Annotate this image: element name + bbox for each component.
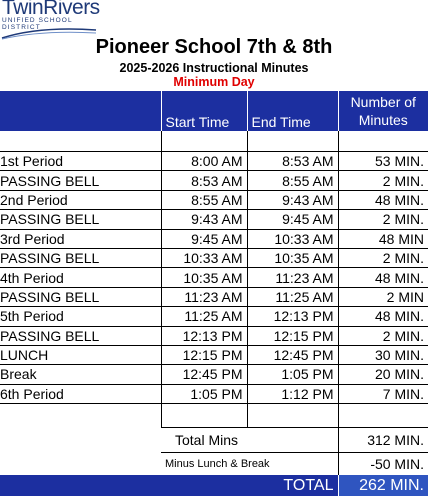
end-time-cell: 1:12 PM bbox=[247, 384, 338, 403]
minutes-cell: 2 MIN. bbox=[338, 326, 428, 345]
period-cell: 3rd Period bbox=[0, 229, 161, 248]
period-cell: 2nd Period bbox=[0, 190, 161, 209]
end-time-cell: 1:05 PM bbox=[247, 365, 338, 384]
table-row bbox=[0, 345, 428, 364]
start-time-cell: 8:00 AM bbox=[161, 152, 247, 171]
minutes-cell: 30 MIN. bbox=[338, 345, 428, 364]
start-time-cell: 12:15 PM bbox=[161, 345, 247, 364]
end-time-cell: 10:33 AM bbox=[247, 229, 338, 248]
schedule-table bbox=[0, 91, 428, 496]
minus-lunch-break-row bbox=[0, 453, 428, 476]
table-row bbox=[0, 171, 428, 190]
total-mins-label: Total Mins bbox=[161, 428, 247, 453]
table-row bbox=[0, 365, 428, 384]
total-mins-row bbox=[0, 428, 428, 453]
table-row bbox=[0, 210, 428, 229]
table-row bbox=[0, 268, 428, 287]
grand-total-row bbox=[0, 475, 428, 496]
end-time-cell: 12:15 PM bbox=[247, 326, 338, 345]
table-row bbox=[0, 287, 428, 306]
table-row bbox=[0, 326, 428, 345]
header-start-time: Start Time bbox=[161, 91, 247, 131]
period-cell: PASSING BELL bbox=[0, 171, 161, 190]
start-time-cell: 1:05 PM bbox=[161, 384, 247, 403]
header-number-of-minutes bbox=[338, 91, 428, 131]
period-cell: PASSING BELL bbox=[0, 248, 161, 267]
minutes-cell: 2 MIN bbox=[338, 287, 428, 306]
total-value: 262 MIN. bbox=[338, 475, 428, 496]
period-cell: 5th Period bbox=[0, 307, 161, 326]
header-period bbox=[0, 91, 161, 131]
start-time-cell: 8:55 AM bbox=[161, 190, 247, 209]
header-minutes-label: Number of Minutes bbox=[350, 94, 416, 128]
start-time-cell: 12:45 PM bbox=[161, 365, 247, 384]
end-time-cell: 10:35 AM bbox=[247, 248, 338, 267]
period-cell: PASSING BELL bbox=[0, 326, 161, 345]
start-time-cell: 12:13 PM bbox=[161, 326, 247, 345]
period-cell: Break bbox=[0, 365, 161, 384]
start-time-cell: 8:53 AM bbox=[161, 171, 247, 190]
table-header-row bbox=[0, 91, 428, 131]
day-type-label: Minimum Day bbox=[173, 75, 255, 89]
logo-wordmark: TwinRivers bbox=[2, 0, 100, 19]
period-cell: LUNCH bbox=[0, 345, 161, 364]
period-cell: 4th Period bbox=[0, 268, 161, 287]
minutes-cell: 48 MIN. bbox=[338, 190, 428, 209]
minutes-cell: 2 MIN. bbox=[338, 171, 428, 190]
minutes-cell: 48 MIN. bbox=[338, 307, 428, 326]
minutes-cell: 48 MIN bbox=[338, 229, 428, 248]
start-time-cell: 11:25 AM bbox=[161, 307, 247, 326]
end-time-cell: 9:45 AM bbox=[247, 210, 338, 229]
period-cell: 1st Period bbox=[0, 152, 161, 171]
start-time-cell: 9:45 AM bbox=[161, 229, 247, 248]
district-logo bbox=[0, 0, 100, 40]
period-cell: PASSING BELL bbox=[0, 210, 161, 229]
minutes-cell: 2 MIN. bbox=[338, 248, 428, 267]
table-row bbox=[0, 152, 428, 171]
minutes-cell: 20 MIN. bbox=[338, 365, 428, 384]
header-end-time: End Time bbox=[247, 91, 338, 131]
start-time-cell: 11:23 AM bbox=[161, 287, 247, 306]
total-mins-value: 312 MIN. bbox=[338, 428, 428, 453]
end-time-cell: 9:43 AM bbox=[247, 190, 338, 209]
period-cell: PASSING BELL bbox=[0, 287, 161, 306]
end-time-cell: 11:23 AM bbox=[247, 268, 338, 287]
end-time-cell: 12:13 PM bbox=[247, 307, 338, 326]
table-row bbox=[0, 229, 428, 248]
end-time-cell: 8:55 AM bbox=[247, 171, 338, 190]
start-time-cell: 10:33 AM bbox=[161, 248, 247, 267]
start-time-cell: 9:43 AM bbox=[161, 210, 247, 229]
period-cell: 6th Period bbox=[0, 384, 161, 403]
table-row bbox=[0, 384, 428, 403]
table-row bbox=[0, 190, 428, 209]
minutes-cell: 7 MIN. bbox=[338, 384, 428, 403]
minutes-cell: 2 MIN. bbox=[338, 210, 428, 229]
logo-subtitle: UNIFIED SCHOOL DISTRICT bbox=[2, 17, 73, 31]
table-row bbox=[0, 248, 428, 267]
blank-row bbox=[0, 131, 428, 152]
end-time-cell: 12:45 PM bbox=[247, 345, 338, 364]
total-label: TOTAL bbox=[247, 475, 338, 496]
minus-lunch-break-value: -50 MIN. bbox=[338, 453, 428, 476]
end-time-cell: 8:53 AM bbox=[247, 152, 338, 171]
page-title: Pioneer School 7th & 8th bbox=[95, 36, 333, 58]
start-time-cell: 10:35 AM bbox=[161, 268, 247, 287]
minutes-cell: 48 MIN. bbox=[338, 268, 428, 287]
end-time-cell: 11:25 AM bbox=[247, 287, 338, 306]
page-subtitle: 2025-2026 Instructional Minutes bbox=[119, 61, 309, 75]
minus-lunch-break-label: Minus Lunch & Break bbox=[161, 453, 247, 476]
minutes-cell: 53 MIN. bbox=[374, 153, 424, 170]
blank-row bbox=[0, 404, 428, 428]
table-row bbox=[0, 307, 428, 326]
